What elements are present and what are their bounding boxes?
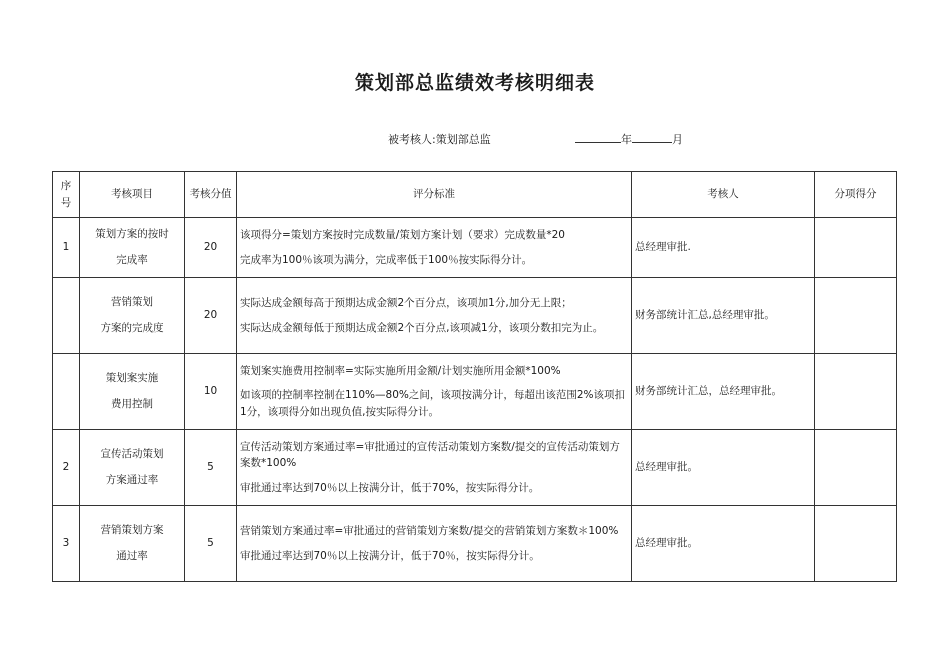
date-line xyxy=(575,131,683,147)
row-reviewer: 总经理审批。 xyxy=(632,506,815,582)
row-standard xyxy=(237,218,632,278)
row-item-line: 营销策划 xyxy=(111,296,153,309)
row-reviewer: 财务部统计汇总，总经理审批。 xyxy=(632,354,815,430)
year-label: 年 xyxy=(621,133,632,146)
assessee-label: 被考核人:策划部总监 xyxy=(388,133,491,146)
standard-line: 该项得分=策划方案按时完成数量/策划方案计划（要求）完成数量*20 xyxy=(240,229,565,242)
standard-line: 实际达成金额每高于预期达成金额2个百分点，该项加1分,加分无上限； xyxy=(240,297,572,310)
row-reviewer: 总经理审批. xyxy=(632,218,815,278)
row-item xyxy=(80,218,185,278)
standard-line: 完成率为100％该项为满分，完成率低于100％按实际得分计。 xyxy=(240,253,533,266)
standard-line: 审批通过率达到70％以上按满分计，低于70％，按实际得分计。 xyxy=(240,549,540,562)
month-blank[interactable] xyxy=(632,131,672,143)
standard-line: 实际达成金额每低于预期达成金额2个百分点,该项减1分，该项分数扣完为止。 xyxy=(240,321,604,334)
month-label: 月 xyxy=(672,133,683,146)
row-score: 20 xyxy=(185,278,237,354)
header-reviewer: 考核人 xyxy=(632,172,815,218)
row-item-line: 营销策划方案 xyxy=(100,524,164,537)
header-no: 序号 xyxy=(53,172,80,218)
row-item-line: 策划案实施 xyxy=(105,372,159,385)
row-item-line: 方案通过率 xyxy=(105,473,159,486)
table-row xyxy=(53,430,897,506)
row-item-line: 费用控制 xyxy=(111,397,153,410)
row-score: 20 xyxy=(185,218,237,278)
row-score: 10 xyxy=(185,354,237,430)
year-blank[interactable] xyxy=(575,131,621,143)
row-item-score-cell[interactable] xyxy=(815,278,897,354)
row-item-score-cell[interactable] xyxy=(815,354,897,430)
header-standard: 评分标准 xyxy=(237,172,632,218)
row-no xyxy=(53,354,80,430)
standard-line: 审批通过率达到70％以上按满分计，低于70%，按实际得分计。 xyxy=(240,481,540,494)
row-item-line: 宣传活动策划 xyxy=(100,448,164,461)
document-title: 策划部总监绩效考核明细表 xyxy=(354,72,595,94)
row-item-line: 策划方案的按时 xyxy=(95,228,169,241)
row-item xyxy=(80,354,185,430)
row-item-line: 方案的完成度 xyxy=(100,321,164,334)
table-row xyxy=(53,278,897,354)
row-no: 2 xyxy=(53,430,80,506)
row-no: 1 xyxy=(53,218,80,278)
row-standard xyxy=(237,430,632,506)
row-item-score-cell[interactable] xyxy=(815,506,897,582)
row-item-line: 完成率 xyxy=(116,253,148,266)
row-no xyxy=(53,278,80,354)
row-reviewer: 财务部统计汇总,总经理审批。 xyxy=(632,278,815,354)
row-item-score-cell[interactable] xyxy=(815,218,897,278)
row-no: 3 xyxy=(53,506,80,582)
table-row xyxy=(53,506,897,582)
assessment-table xyxy=(52,171,897,582)
header-item: 考核项目 xyxy=(80,172,185,218)
row-item-line: 通过率 xyxy=(116,549,148,562)
table-row xyxy=(53,354,897,430)
row-item xyxy=(80,278,185,354)
row-score: 5 xyxy=(185,506,237,582)
row-item xyxy=(80,506,185,582)
standard-line: 如该项的控制率控制在110%—80%之间，该项按满分计，每超出该范围2%该项扣1分，该项得分如出现负值,按实际得分计。 xyxy=(240,389,626,418)
row-score: 5 xyxy=(185,430,237,506)
header-score: 考核分值 xyxy=(185,172,237,218)
header-row xyxy=(53,172,897,218)
row-standard xyxy=(237,506,632,582)
row-standard xyxy=(237,278,632,354)
row-item xyxy=(80,430,185,506)
header-item-score: 分项得分 xyxy=(815,172,897,218)
row-standard xyxy=(237,354,632,430)
standard-line: 营销策划方案通过率=审批通过的营销策划方案数/提交的营销策划方案数＊100% xyxy=(240,525,619,538)
row-item-score-cell[interactable] xyxy=(815,430,897,506)
standard-line: 宣传活动策划方案通过率=审批通过的宣传活动策划方案数/提交的宣传活动策划方案数*100% xyxy=(240,441,620,470)
table-row xyxy=(53,218,897,278)
row-reviewer: 总经理审批。 xyxy=(632,430,815,506)
standard-line: 策划案实施费用控制率=实际实施所用金额/计划实施所用金额*100% xyxy=(240,365,561,378)
